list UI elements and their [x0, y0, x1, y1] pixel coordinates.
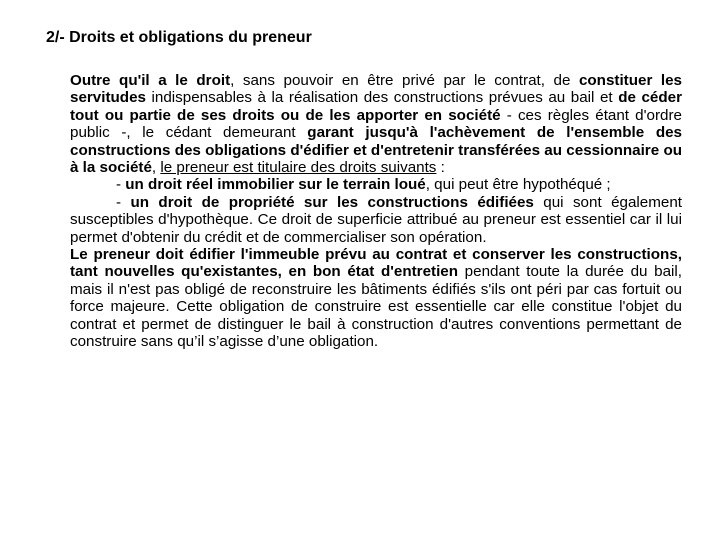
section-title: 2/- Droits et obligations du preneur — [46, 29, 312, 46]
text: - ces règles étant d'ordre public -, le cédant demeurant — [70, 106, 682, 142]
text: , sans pouvoir en être privé par le contrat, de — [230, 72, 579, 89]
text: qui sont également susceptibles d'hypothèque. Ce droit de superficie attribué au preneur est essentiel car il lui permet d'obtenir du crédit et de commercialiser son opération. — [70, 193, 682, 246]
text-bold: Le preneur doit édifier l'immeuble prévu au contrat et conserver les constructions, tant nouvelles qu'existantes, en bon état d'entretien — [70, 246, 682, 281]
text-bold: un droit réel immobilier sur le terrain loué — [125, 176, 426, 194]
text-underlined: le preneur est titulaire des droits suivants — [160, 159, 437, 177]
text: : — [436, 159, 445, 177]
text-bold: garant jusqu'à l'achèvement de l'ensemble des constructions des obligations d'édifier et d'entretenir transférées au cessionnaire ou à la société — [70, 124, 682, 177]
text-bold: constituer les servitudes — [70, 72, 683, 107]
text: , qui peut être hypothéqué ; — [425, 176, 611, 194]
text-bold: Outre qu'il a le droit — [70, 72, 231, 89]
text-bold: un droit de propriété sur les constructions édifiées — [130, 193, 534, 211]
text: pendant toute la durée du bail, mais il n'est pas obligé de reconstruire les bâtiments édifiés s'ils ont péri par cas fortuit ou force majeure. Cette obligation de construire est essentielle car elle constitue l'objet du contrat et permet de distinguer le bail à construction d'autres conventions permettant de construire sans qu’il s’agisse d’une obligation. — [70, 263, 682, 351]
text: , — [151, 159, 161, 177]
list-dash: - — [116, 176, 126, 194]
list-item-droit-propriete — [70, 194, 682, 246]
paragraph-droits — [70, 72, 682, 176]
text: indispensables à la réalisation des constructions prévues au bail et — [145, 89, 619, 107]
body-text — [70, 72, 682, 351]
list-item-droit-reel — [70, 176, 682, 193]
list-dash: - — [116, 193, 131, 211]
paragraph-obligations — [70, 246, 682, 350]
text-bold: de céder tout ou partie de ses droits ou de les apporter en société — [70, 89, 682, 124]
